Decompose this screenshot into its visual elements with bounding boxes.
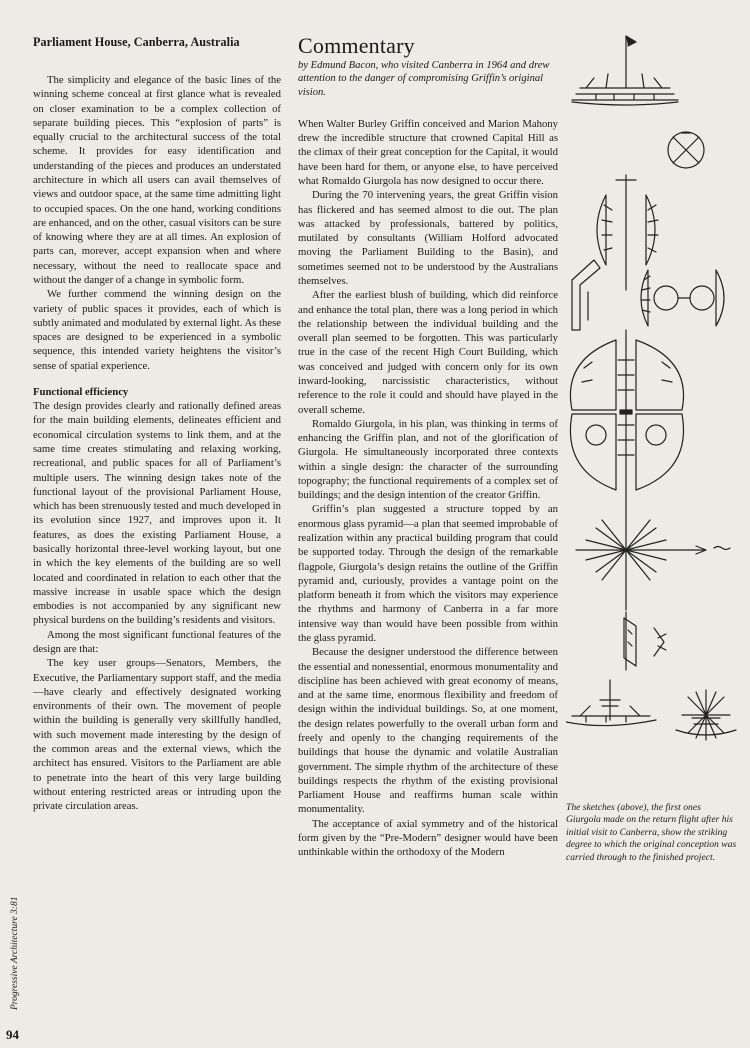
paragraph: The acceptance of axial symmetry and of the historical form given by the “Pre-Modern” designer would have been unthinkable within the orthodoxy of the Modern xyxy=(298,817,558,859)
paragraph: Griffin’s plan suggested a structure topped by an enormous glass pyramid—a plan that seemed improbable of realization within any practical building program that could be supported today. Through the design of the remarkable flagpole, Giurgola’s design retains the outline of the Griffin pyramid and, curiously, provides a vantage point on the platform beneath it from which the visitors may experience the rhythms and harmony of Canberra in a far more intensive way than would have been possible from within the glass pyramid. xyxy=(298,503,558,645)
sketch-semicircles xyxy=(641,270,724,326)
sketch-chevron xyxy=(572,260,600,330)
paragraph: Because the designer understood the difference between the essential and nonessential, enormous monumentality and discipline has been achieved with great economy of means, and at the same time, enormous flexibility and freedom of design within the individual buildings. So, at one moment, the design relates powerfully to the overall urban form and freely and openly to the changing requirements of the buildings that house the dynamic and volatile Australian government. The simple rhythm of the architecture of these buildings respects the rhythm of the existing provisional Parliament House and reaffirms human scale within monumentality. xyxy=(298,646,558,816)
left-body xyxy=(33,73,281,813)
left-column xyxy=(33,35,281,813)
paragraph: The design provides clearly and rationally defined areas for the main building elements, delineates efficient and economical circulation systems to link them, and at the same time creates stimulating and relaxing working, recreational, and public spaces for all of Parliament’s multiple users. The winning design takes note of the functional layout of the provisional Parliament House, which has been strenuously tested and much developed in its evolution since 1927, and improves upon it. It features, as does the existing Parliament House, a basically horizontal three-level working layout, but one in which the key elements of the building are so well located and coordinated in relation to each other that the massive increase in usable space which the design embodies is not accompanied by any significant new physical burdens on the building’s residents and visitors. xyxy=(33,400,281,627)
paragraph: The simplicity and elegance of the basic lines of the winning scheme conceal at first glance what is revealed on closer examination to be a complex collection of separate building pieces. This “explosion of parts” is equally crucial to the architectural success of the total scheme. It provides for easy identification and understanding of the pieces and produces an understated architecture in which all users can avail themselves of views and outdoor space, at the same time admitting light to occupied spaces. On the one hand, working conditions are enhanced, and on the other, casual visitors can be sure of knowing where they are at all times. An explosion of parts can, morever, accept expansion when and where necessary, without the need to reallocate space and without the danger of a change in symbolic form. xyxy=(33,74,281,286)
paragraph: When Walter Burley Griffin conceived and Marion Mahony drew the incredible structure that crowned Capital Hill as the climax of their great conception for the Capital, it would have been hard for them, or anyone else, to have perceived what Romaldo Giurgola has now designed to occur there. xyxy=(298,117,558,188)
paragraph: Romaldo Giurgola, in his plan, was thinking in terms of enhancing the Griffin plan, and not of the glorification of Giurgola. He simultaneously incorporated three contexts within a single design: the character of the surrounding topography; the functional requirements of a complex set of buildings; and the design intention of the creator Griffin. xyxy=(298,417,558,502)
commentary-title: Commentary xyxy=(298,33,415,58)
sketch-axes xyxy=(576,490,730,610)
sketch-brackets xyxy=(624,612,666,670)
sketch-starburst xyxy=(676,690,736,740)
journal-side-label: Progressive Architecture 3:81 xyxy=(10,896,20,1010)
paragraph: We further commend the winning design on the variety of public spaces it provides, each of which is subtly animated and modulated by external light. As these spaces are designed to be experienced in a symbolic sequence, this intended variety heightens the visitor’s sense of spatial experience. xyxy=(33,288,281,372)
paragraph: After the earliest blush of building, which did reinforce and enhance the total plan, there was a long period in which the relationship between the individual building and the overall plan seemed to be forgotten. This was particularly true in the case of the recent High Court Building, which was conceived and judged with concern only for its own inward-looking, narcissistic characteristics, without reference to the role it could and should have played in the overall scheme. xyxy=(298,289,558,416)
paragraph: Among the most significant functional features of the design are that: xyxy=(33,628,281,655)
sketches-illustration xyxy=(566,30,738,790)
commentary-column xyxy=(298,34,558,860)
subheading: Functional efficiency xyxy=(33,385,129,398)
sketch-circle-x xyxy=(668,132,704,168)
paragraph: The key user groups—Senators, Members, the Executive, the Parliamentary support staff, and the media—have clearly and effectively designated working environments of their own. The movement of people within the building is generally very skillfully handled, with such movement made interesting by the design of the common areas and the external views, which the architect has ensured. Visitors to the Parliament are able to penetrate into the heart of this very large building without entering restricted areas or intruding upon the private circulation areas. xyxy=(33,657,281,813)
section-title: Parliament House, Canberra, Australia xyxy=(33,35,240,49)
byline: by Edmund Bacon, who visited Canberra in 1964 and drew attention to the danger of compromising Griffin’s original vision. xyxy=(298,60,550,98)
paragraph: During the 70 intervening years, the great Griffin vision has flickered and has seemed almost to die out. The plan was attacked by professionals, battered by politics, mutilated by consultants (William Holford advocated moving the Parliament Building to the Basin), and sometimes seemed not to be understood by the Australians themselves. xyxy=(298,189,558,287)
sketch-caption: The sketches (above), the first ones Giurgola made on the return flight after his initial visit to Canberra, show the striking degree to which the original conception was carried through to the finished project. xyxy=(566,802,737,863)
sketch-elevation-flag xyxy=(572,36,678,105)
commentary-body xyxy=(298,117,558,860)
sketch-elevation-boat xyxy=(566,680,656,726)
page-number: 94 xyxy=(6,1027,19,1042)
sketch-split-circle xyxy=(597,175,658,290)
sketch-large-plan xyxy=(570,330,683,490)
